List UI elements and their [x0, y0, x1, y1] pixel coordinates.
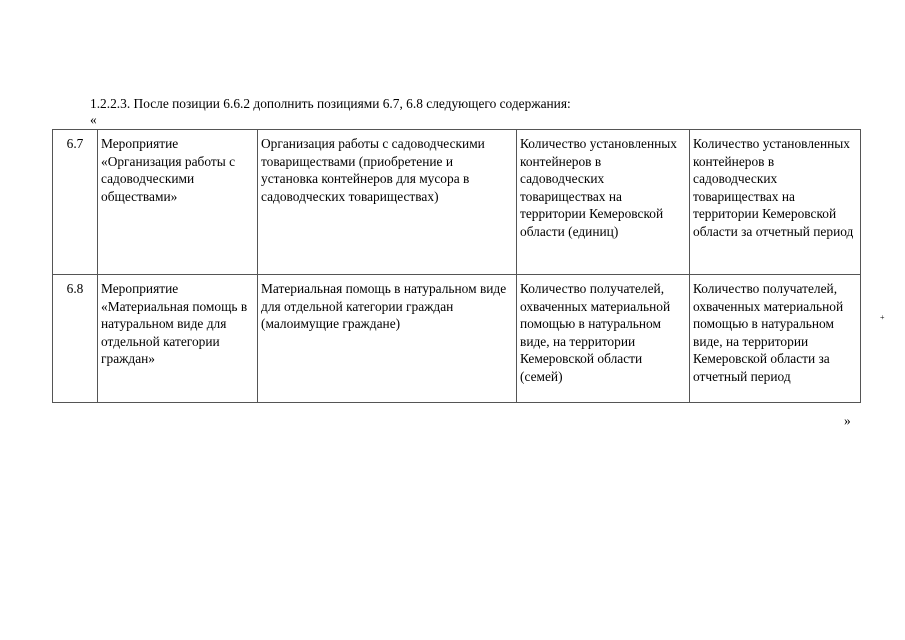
margin-mark: +: [880, 313, 885, 322]
event-description-cell: Организация работы с садоводческими товариществами (приобретение и установка контейнеров для мусора в садоводческих товариществах): [258, 130, 517, 275]
indicator-cell: Количество получателей, охваченных материальной помощью в натуральном виде, на территории Кемеровской области (семей): [517, 275, 690, 403]
closing-quote-mark: »: [844, 413, 851, 428]
event-description-cell: Материальная помощь в натуральном виде для отдельной категории граждан (малоимущие граждане): [258, 275, 517, 403]
positions-table: [52, 129, 861, 403]
table-row: [53, 130, 861, 275]
indicator-period-cell: Количество установленных контейнеров в садоводческих товариществах на территории Кемеровской области за отчетный период: [690, 130, 861, 275]
position-number: 6.7: [53, 130, 98, 275]
opening-quote-mark: «: [90, 112, 97, 127]
position-number: 6.8: [53, 275, 98, 403]
indicator-cell: Количество установленных контейнеров в садоводческих товариществах на территории Кемеровской области (единиц): [517, 130, 690, 275]
indicator-period-cell: Количество получателей, охваченных материальной помощью в натуральном виде, на территории Кемеровской области за отчетный период: [690, 275, 861, 403]
event-name-cell: Мероприятие «Материальная помощь в натуральном виде для отдельной категории граждан»: [98, 275, 258, 403]
event-name-cell: Мероприятие «Организация работы с садоводческими обществами»: [98, 130, 258, 275]
amendment-intro-text: 1.2.2.3. После позиции 6.6.2 дополнить позициями 6.7, 6.8 следующего содержания:: [90, 96, 571, 111]
table-row: [53, 275, 861, 403]
